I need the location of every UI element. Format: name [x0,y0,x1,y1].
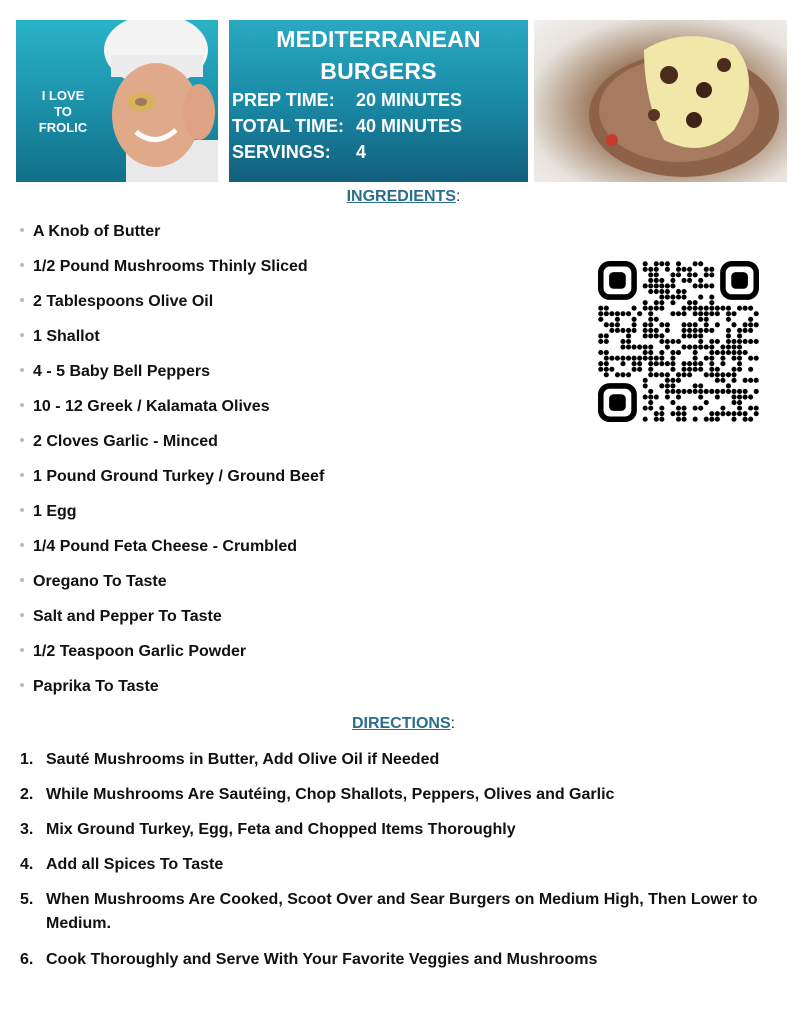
servings-value: 4 [356,142,367,162]
ingredient-text: 10 - 12 Greek / Kalamata Olives [33,398,270,415]
ingredient-item [20,258,308,276]
i-love-to-frolic-badge [28,88,98,136]
prep-time-label: PREP TIME: [232,90,335,110]
step-number: 3. [20,821,34,838]
ingredient-item [20,328,100,346]
step-text: While Mushrooms Are Sautéing, Chop Shallots, Peppers, Olives and Garlic [46,786,615,803]
step-number: 6. [20,951,34,968]
recipe-title-line-2: BURGERS [320,58,437,84]
ingredient-item [20,678,159,696]
total-time [232,116,463,137]
ingredient-item [20,468,324,486]
step-number: 4. [20,856,34,873]
ingredient-text: Oregano To Taste [33,573,167,590]
title-banner [229,20,528,182]
ingredients-heading-text: INGREDIENTS [346,188,456,205]
step-text: Cook Thoroughly and Serve With Your Favorite Veggies and Mushrooms [46,951,598,968]
ingredient-text: 1 Pound Ground Turkey / Ground Beef [33,468,325,485]
ingredient-text: 1/2 Teaspoon Garlic Powder [33,643,247,660]
recipe-title-line-1: MEDITERRANEAN [276,26,481,52]
step-number: 1. [20,751,34,768]
burger-illustration [534,20,787,182]
ingredient-text: 2 Cloves Garlic - Minced [33,433,218,450]
directions-heading-text: DIRECTIONS [351,715,451,732]
ingredient-item [20,293,213,311]
ingredient-item [20,538,297,556]
ingredient-text: 1/4 Pound Feta Cheese - Crumbled [33,538,298,555]
ingredient-item [20,643,246,661]
ingredient-text: 4 - 5 Baby Bell Peppers [33,363,210,380]
badge-line-2: TO [54,104,72,119]
servings [232,142,367,163]
qr-code[interactable] [598,261,759,422]
ingredient-text: 1/2 Pound Mushrooms Thinly Sliced [33,258,308,275]
ingredient-item [20,503,77,521]
ingredient-item [20,433,218,451]
badge-line-1: I LOVE [41,88,85,103]
step-number: 5. [20,891,34,908]
total-time-value: 40 MINUTES [356,116,463,136]
ingredient-text: Salt and Pepper To Taste [33,608,222,625]
ingredient-item [20,363,210,381]
ingredient-text: Paprika To Taste [33,678,159,695]
step-text: When Mushrooms Are Cooked, Scoot Over and Sear Burgers on Medium High, Then Lower to Medium. [46,891,758,932]
ingredient-item [20,223,160,241]
ingredient-text: 1 Shallot [33,328,100,345]
burger-photo [534,20,787,182]
prep-time [232,90,463,111]
ingredient-item [20,573,167,591]
servings-label: SERVINGS: [232,142,331,162]
ingredient-text: A Knob of Butter [33,223,161,240]
ingredients-heading: INGREDIENTS: [346,188,461,205]
step-text: Mix Ground Turkey, Egg, Feta and Chopped Items Thoroughly [46,821,516,838]
ingredient-item [20,608,222,626]
chef-photo [16,20,218,182]
total-time-label: TOTAL TIME: [232,116,344,136]
step-text: Add all Spices To Taste [46,856,224,873]
directions-heading: DIRECTIONS: [351,715,456,732]
step-text: Sauté Mushrooms in Butter, Add Olive Oil if Needed [46,751,440,768]
ingredient-text: 2 Tablespoons Olive Oil [33,293,214,310]
step-number: 2. [20,786,34,803]
ingredient-item [20,398,270,416]
prep-time-value: 20 MINUTES [356,90,463,110]
badge-line-3: FROLIC [38,120,88,135]
ingredient-text: 1 Egg [33,503,77,520]
